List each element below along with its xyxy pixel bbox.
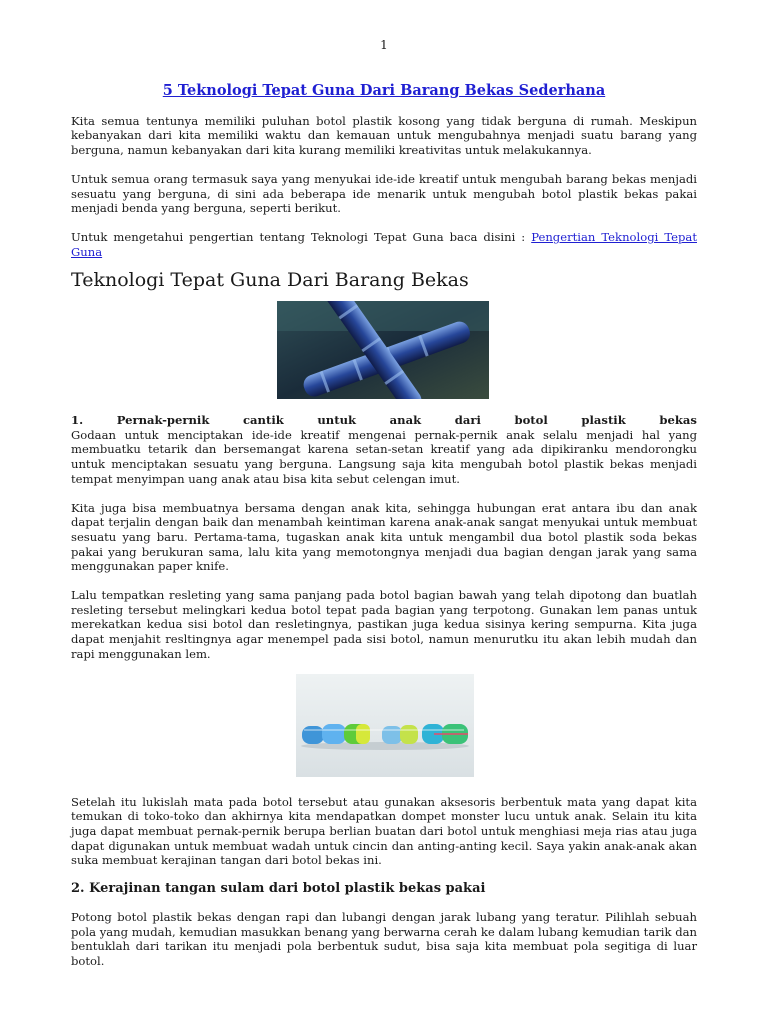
article-body bbox=[71, 84, 697, 983]
section1-paragraph-2: Kita juga bisa membuatnya bersama dengan anak kita, sehingga hubungan erat antara ibu dan anak dapat terjalin dengan baik dan menambah keintiman karena anak-anak sangat menyukai untuk membuat sesuatu yang baru. Pertama-tama, tugaskan anak kita untuk mengambil dua botol plastik soda bekas pakai yang berukuran sama, lalu kita yang memotongnya menjadi dua bagian dengan jarak yang sama menggunakan paper knife. bbox=[71, 500, 697, 574]
section1-paragraph-1-text: Godaan untuk menciptakan ide-ide kreatif mengenai pernak-pernik anak selalu menjadi hal yang membuatku tetarik dan bersemangat karena setan-setan kreatif yang ada dipikiranku mendorongku untuk menciptakan sesuatu yang berguna. Langsung saja kita mengubah botol plastik bekas menjadi tempat menyimpan uang anak atau bisa kita sebut celengan imut. bbox=[71, 427, 697, 486]
section1-paragraph-1 bbox=[71, 413, 697, 487]
link-intro-text: Untuk mengetahui pengertian tentang Teknologi Tepat Guna baca disini : bbox=[71, 229, 532, 244]
article-title[interactable] bbox=[71, 84, 697, 99]
section2-paragraph: Potong botol plastik bekas dengan rapi dan lubangi dengan jarak lubang yang teratur. Pilihlah sebuah pola yang mudah, kemudian masukkan benang yang berwarna cerah ke dalam lubang kemudian tarik dan bentuklah dari tarikan itu menjadi pola berbentuk sudut, bisa saja kita membuat pola segitiga di luar botol. bbox=[71, 909, 698, 968]
section1-heading: 1. Pernak-pernik cantik untuk anak dari botol plastik bekas bbox=[71, 413, 697, 428]
section1-paragraph-3: Lalu tempatkan resleting yang sama panjang pada botol bagian bawah yang telah dipotong dan buatlah resleting tersebut melingkari kedua botol tepat pada bagian yang terpotong. Gunakan lem panas untuk merekatkan kedua sisi botol dan resletingnya, pastikan juga kedua sisinya kering sempurna. Kita juga dapat menjahit resltingnya agar menempel pada sisi botol, namun menurutku itu akan lebih mudah dan rapi menggunakan lem. bbox=[71, 588, 697, 661]
bottle-purses-image bbox=[296, 674, 474, 777]
intro-paragraph-1: Kita semua tentunya memiliki puluhan botol plastik kosong yang tidak berguna di rumah. Meskipun kebanyakan dari kita memiliki waktu dan kemauan untuk mengubahnya menjadi suatu barang yang berguna, namun kebanyakan dari kita kurang memiliki kreativitas untuk melakukannya. bbox=[71, 113, 697, 158]
section1-after-image-paragraph: Setelah itu lukislah mata pada botol tersebut atau gunakan aksesoris berbentuk mata yang dapat kita temukan di toko-toko dan akhirnya kita mendapatkan dompet monster lucu untuk anak. Selain itu kita juga dapat membuat pernak-pernik berupa berlian buatan dari botol untuk menghiasi meja rias atau juga dapat digunakan untuk membuat wadah untuk cincin dan anting-anting kecil. Saya yakin anak-anak akan suka membuat kerajinan tangan dari botol bekas ini. bbox=[71, 794, 697, 868]
page-number: 1 bbox=[380, 38, 388, 52]
article-title-link[interactable]: 5 Teknologi Tepat Guna Dari Barang Bekas Sederhana bbox=[162, 82, 606, 99]
section2-heading: 2. Kerajinan tangan sulam dari botol plastik bekas pakai bbox=[71, 881, 486, 897]
intro-paragraph-2: Untuk semua orang termasuk saya yang menyukai ide-ide kreatif untuk mengubah barang bekas menjadi sesuatu yang berguna, di sini ada beberapa ide menarik untuk mengubah botol plastik bekas pakai menjadi benda yang berguna, seperti berikut. bbox=[71, 171, 697, 216]
section-main-heading: Teknologi Tepat Guna Dari Barang Bekas bbox=[71, 269, 469, 292]
plastic-bottles-cross-image bbox=[277, 301, 489, 399]
definition-link[interactable]: Pengertian Teknologi Tepat Guna bbox=[71, 229, 697, 259]
link-paragraph bbox=[71, 230, 697, 259]
